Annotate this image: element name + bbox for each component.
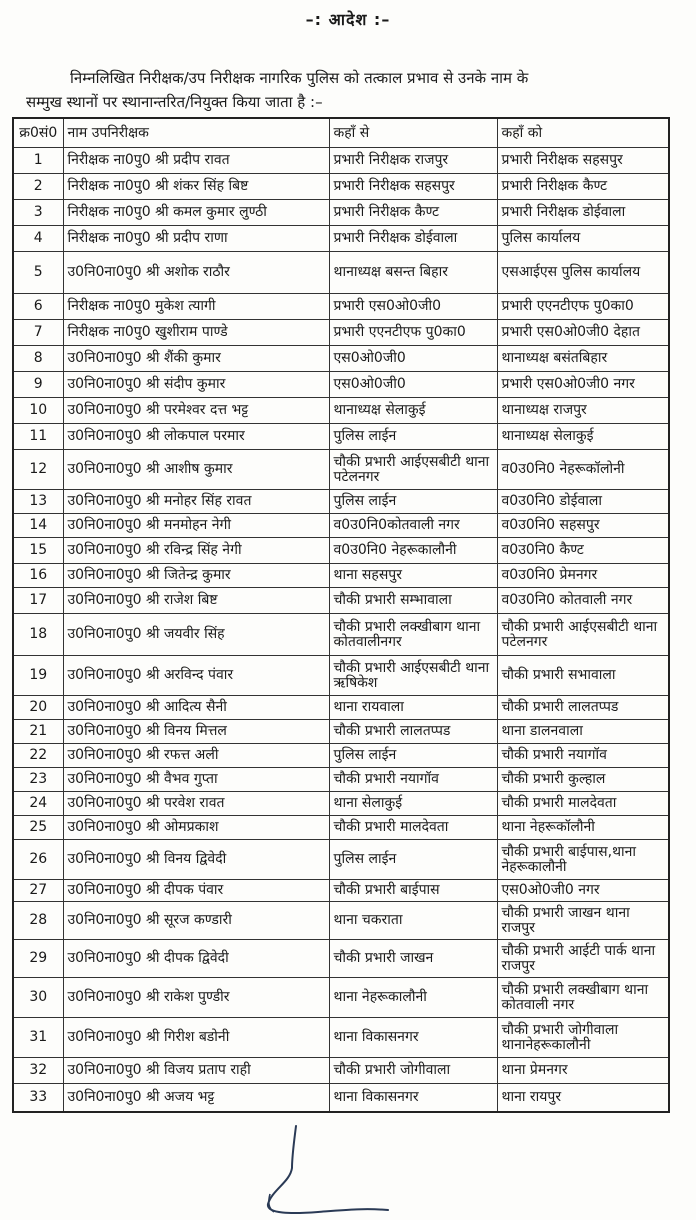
to-cell: व0उ0नि0 कोतवाली नगर: [497, 588, 669, 614]
table-row: [13, 978, 669, 1018]
name-cell: उ0नि0ना0पु0 श्री वैभव गुप्ता: [63, 768, 329, 792]
table-row: [13, 614, 669, 656]
to-cell: प्रभारी एस0ओ0जी0 देहात: [497, 320, 669, 346]
to-cell: व0उ0नि0 नेहरूकॉलोनी: [497, 450, 669, 490]
table-header-row: [13, 118, 669, 148]
to-cell: चौकी प्रभारी आईएसबीटी थाना पटेलनगर: [497, 614, 669, 656]
serial-cell: 20: [13, 696, 63, 720]
name-cell: उ0नि0ना0पु0 श्री दीपक पंवार: [63, 880, 329, 902]
table-row: [13, 1058, 669, 1084]
from-cell: चौकी प्रभारी सम्भावाला: [329, 588, 497, 614]
table-row: [13, 720, 669, 744]
serial-cell: 26: [13, 840, 63, 880]
serial-cell: 33: [13, 1084, 63, 1112]
table-row: [13, 226, 669, 252]
from-cell: थानाध्यक्ष बसन्त बिहार: [329, 252, 497, 294]
from-cell: प्रभारी एएनटीएफ पु0का0: [329, 320, 497, 346]
serial-cell: 16: [13, 564, 63, 588]
to-cell: प्रभारी निरीक्षक डोईवाला: [497, 200, 669, 226]
to-cell: व0उ0नि0 सहसपुर: [497, 514, 669, 538]
serial-cell: 7: [13, 320, 63, 346]
from-cell: पुलिस लाईन: [329, 424, 497, 450]
header-serial: क्र0सं0: [13, 118, 63, 148]
from-cell: चौकी प्रभारी बाईपास: [329, 880, 497, 902]
from-cell: पुलिस लाईन: [329, 744, 497, 768]
to-cell: चौकी प्रभारी कुल्हाल: [497, 768, 669, 792]
serial-cell: 25: [13, 816, 63, 840]
from-cell: चौकी प्रभारी आईएसबीटी थाना ऋषिकेश: [329, 656, 497, 696]
name-cell: उ0नि0ना0पु0 श्री मनोहर सिंह रावत: [63, 490, 329, 514]
to-cell: थानाध्यक्ष बसंतबिहार: [497, 346, 669, 372]
name-cell: उ0नि0ना0पु0 श्री आशीष कुमार: [63, 450, 329, 490]
serial-cell: 11: [13, 424, 63, 450]
name-cell: उ0नि0ना0पु0 श्री जितेन्द्र कुमार: [63, 564, 329, 588]
table-row: [13, 696, 669, 720]
from-cell: एस0ओ0जी0: [329, 346, 497, 372]
serial-cell: 19: [13, 656, 63, 696]
serial-cell: 12: [13, 450, 63, 490]
table-row: [13, 902, 669, 940]
to-cell: पुलिस कार्यालय: [497, 226, 669, 252]
serial-cell: 9: [13, 372, 63, 398]
serial-cell: 6: [13, 294, 63, 320]
name-cell: निरीक्षक ना0पु0 खुशीराम पाण्डे: [63, 320, 329, 346]
serial-cell: 21: [13, 720, 63, 744]
name-cell: उ0नि0ना0पु0 श्री रफत्त अली: [63, 744, 329, 768]
table-row: [13, 346, 669, 372]
to-cell: एसआईएस पुलिस कार्यालय: [497, 252, 669, 294]
table-row: [13, 372, 669, 398]
name-cell: उ0नि0ना0पु0 श्री राजेश बिष्ट: [63, 588, 329, 614]
name-cell: उ0नि0ना0पु0 श्री अरविन्द पंवार: [63, 656, 329, 696]
to-cell: थाना नेहरूकॉलौनी: [497, 816, 669, 840]
from-cell: व0उ0नि0कोतवाली नगर: [329, 514, 497, 538]
table-row: [13, 148, 669, 174]
serial-cell: 4: [13, 226, 63, 252]
from-cell: थाना सहसपुर: [329, 564, 497, 588]
from-cell: चौकी प्रभारी नयागॉव: [329, 768, 497, 792]
to-cell: चौकी प्रभारी सभावाला: [497, 656, 669, 696]
to-cell: प्रभारी निरीक्षक सहसपुर: [497, 148, 669, 174]
name-cell: उ0नि0ना0पु0 श्री आदित्य सैनी: [63, 696, 329, 720]
serial-cell: 28: [13, 902, 63, 940]
table-row: [13, 174, 669, 200]
from-cell: प्रभारी निरीक्षक सहसपुर: [329, 174, 497, 200]
name-cell: उ0नि0ना0पु0 श्री परमेश्वर दत्त भट्ट: [63, 398, 329, 424]
intro-line-2: सम्मुख स्थानों पर स्थानान्तरित/नियुक्त किया जाता है :–: [26, 93, 323, 111]
from-cell: चौकी प्रभारी आईएसबीटी थाना पटेलनगर: [329, 450, 497, 490]
order-heading: –: आदेश :–: [305, 10, 391, 29]
table-row: [13, 744, 669, 768]
serial-cell: 13: [13, 490, 63, 514]
name-cell: उ0नि0ना0पु0 श्री लोकपाल परमार: [63, 424, 329, 450]
from-cell: पुलिस लाईन: [329, 840, 497, 880]
serial-cell: 3: [13, 200, 63, 226]
table-row: [13, 450, 669, 490]
name-cell: उ0नि0ना0पु0 श्री मनमोहन नेगी: [63, 514, 329, 538]
to-cell: चौकी प्रभारी जाखन थाना राजपुर: [497, 902, 669, 940]
name-cell: उ0नि0ना0पु0 श्री विजय प्रताप राही: [63, 1058, 329, 1084]
serial-cell: 30: [13, 978, 63, 1018]
table-row: [13, 200, 669, 226]
from-cell: एस0ओ0जी0: [329, 372, 497, 398]
from-cell: प्रभारी निरीक्षक राजपुर: [329, 148, 497, 174]
from-cell: चौकी प्रभारी लालतप्पड: [329, 720, 497, 744]
serial-cell: 5: [13, 252, 63, 294]
to-cell: चौकी प्रभारी बाईपास,थाना नेहरूकालौनी: [497, 840, 669, 880]
name-cell: उ0नि0ना0पु0 श्री परवेश रावत: [63, 792, 329, 816]
to-cell: प्रभारी निरीक्षक कैण्ट: [497, 174, 669, 200]
serial-cell: 24: [13, 792, 63, 816]
serial-cell: 29: [13, 940, 63, 978]
table-row: [13, 424, 669, 450]
serial-cell: 32: [13, 1058, 63, 1084]
to-cell: चौकी प्रभारी लक्खीबाग थाना कोतवाली नगर: [497, 978, 669, 1018]
table-row: [13, 588, 669, 614]
from-cell: पुलिस लाईन: [329, 490, 497, 514]
from-cell: व0उ0नि0 नेहरूकालौनी: [329, 538, 497, 564]
table-row: [13, 1084, 669, 1112]
table-row: [13, 1018, 669, 1058]
from-cell: चौकी प्रभारी मालदेवता: [329, 816, 497, 840]
table-body: [13, 148, 669, 1112]
name-cell: उ0नि0ना0पु0 श्री सूरज कण्डारी: [63, 902, 329, 940]
serial-cell: 14: [13, 514, 63, 538]
to-cell: प्रभारी एएनटीएफ पु0का0: [497, 294, 669, 320]
from-cell: प्रभारी एस0ओ0जी0: [329, 294, 497, 320]
name-cell: उ0नि0ना0पु0 श्री राकेश पुण्डीर: [63, 978, 329, 1018]
serial-cell: 23: [13, 768, 63, 792]
serial-cell: 1: [13, 148, 63, 174]
name-cell: उ0नि0ना0पु0 श्री अजय भट्ट: [63, 1084, 329, 1112]
to-cell: थानाध्यक्ष राजपुर: [497, 398, 669, 424]
name-cell: उ0नि0ना0पु0 श्री संदीप कुमार: [63, 372, 329, 398]
name-cell: उ0नि0ना0पु0 श्री विनय द्विवेदी: [63, 840, 329, 880]
table-row: [13, 490, 669, 514]
table-row: [13, 564, 669, 588]
from-cell: चौकी प्रभारी जाखन: [329, 940, 497, 978]
to-cell: व0उ0नि0 प्रेमनगर: [497, 564, 669, 588]
to-cell: चौकी प्रभारी नयागॉव: [497, 744, 669, 768]
serial-cell: 8: [13, 346, 63, 372]
to-cell: व0उ0नि0 डोईवाला: [497, 490, 669, 514]
table-row: [13, 816, 669, 840]
signature-mark: [248, 1124, 398, 1220]
name-cell: उ0नि0ना0पु0 श्री शैंकी कुमार: [63, 346, 329, 372]
serial-cell: 10: [13, 398, 63, 424]
table-row: [13, 398, 669, 424]
from-cell: थानाध्यक्ष सेलाकुई: [329, 398, 497, 424]
table-row: [13, 514, 669, 538]
name-cell: उ0नि0ना0पु0 श्री जयवीर सिंह: [63, 614, 329, 656]
to-cell: थाना प्रेमनगर: [497, 1058, 669, 1084]
from-cell: थाना चकराता: [329, 902, 497, 940]
name-cell: निरीक्षक ना0पु0 श्री शंकर सिंह बिष्ट: [63, 174, 329, 200]
from-cell: थाना रायवाला: [329, 696, 497, 720]
to-cell: चौकी प्रभारी जोगीवाला थानानेहरूकालौनी: [497, 1018, 669, 1058]
header-name: नाम उपनिरीक्षक: [63, 118, 329, 148]
to-cell: व0उ0नि0 कैण्ट: [497, 538, 669, 564]
table-row: [13, 840, 669, 880]
to-cell: थाना रायपुर: [497, 1084, 669, 1112]
table-row: [13, 294, 669, 320]
from-cell: चौकी प्रभारी जोगीवाला: [329, 1058, 497, 1084]
name-cell: निरीक्षक ना0पु0 मुकेश त्यागी: [63, 294, 329, 320]
from-cell: प्रभारी निरीक्षक डोईवाला: [329, 226, 497, 252]
name-cell: उ0नि0ना0पु0 श्री ओमप्रकाश: [63, 816, 329, 840]
table-row: [13, 252, 669, 294]
to-cell: प्रभारी एस0ओ0जी0 नगर: [497, 372, 669, 398]
intro-line-1: निम्नलिखित निरीक्षक/उप निरीक्षक नागरिक पुलिस को तत्काल प्रभाव से उनके नाम के: [70, 69, 529, 87]
name-cell: निरीक्षक ना0पु0 श्री कमल कुमार लुण्ठी: [63, 200, 329, 226]
name-cell: उ0नि0ना0पु0 श्री दीपक द्विवेदी: [63, 940, 329, 978]
name-cell: उ0नि0ना0पु0 श्री रविन्द्र सिंह नेगी: [63, 538, 329, 564]
transfer-table: [12, 117, 670, 1113]
to-cell: एस0ओ0जी0 नगर: [497, 880, 669, 902]
name-cell: निरीक्षक ना0पु0 श्री प्रदीप राणा: [63, 226, 329, 252]
intro-paragraph: [26, 66, 666, 114]
serial-cell: 15: [13, 538, 63, 564]
from-cell: चौकी प्रभारी लक्खीबाग थाना कोतवालीनगर: [329, 614, 497, 656]
serial-cell: 27: [13, 880, 63, 902]
serial-cell: 17: [13, 588, 63, 614]
table-row: [13, 538, 669, 564]
name-cell: उ0नि0ना0पु0 श्री विनय मित्तल: [63, 720, 329, 744]
header-from: कहाँ से: [329, 118, 497, 148]
table-row: [13, 940, 669, 978]
serial-cell: 2: [13, 174, 63, 200]
serial-cell: 18: [13, 614, 63, 656]
from-cell: थाना विकासनगर: [329, 1018, 497, 1058]
to-cell: थाना डालनवाला: [497, 720, 669, 744]
serial-cell: 31: [13, 1018, 63, 1058]
serial-cell: 22: [13, 744, 63, 768]
name-cell: उ0नि0ना0पु0 श्री अशोक राठौर: [63, 252, 329, 294]
to-cell: थानाध्यक्ष सेलाकुई: [497, 424, 669, 450]
name-cell: निरीक्षक ना0पु0 श्री प्रदीप रावत: [63, 148, 329, 174]
header-to: कहाँ को: [497, 118, 669, 148]
to-cell: चौकी प्रभारी मालदेवता: [497, 792, 669, 816]
to-cell: चौकी प्रभारी आईटी पार्क थाना राजपुर: [497, 940, 669, 978]
to-cell: चौकी प्रभारी लालतप्पड: [497, 696, 669, 720]
table-row: [13, 320, 669, 346]
table-row: [13, 768, 669, 792]
from-cell: प्रभारी निरीक्षक कैण्ट: [329, 200, 497, 226]
table-row: [13, 792, 669, 816]
from-cell: थाना सेलाकुई: [329, 792, 497, 816]
table-row: [13, 656, 669, 696]
table-row: [13, 880, 669, 902]
name-cell: उ0नि0ना0पु0 श्री गिरीश बडोनी: [63, 1018, 329, 1058]
from-cell: थाना नेहरूकालौनी: [329, 978, 497, 1018]
from-cell: थाना विकासनगर: [329, 1084, 497, 1112]
